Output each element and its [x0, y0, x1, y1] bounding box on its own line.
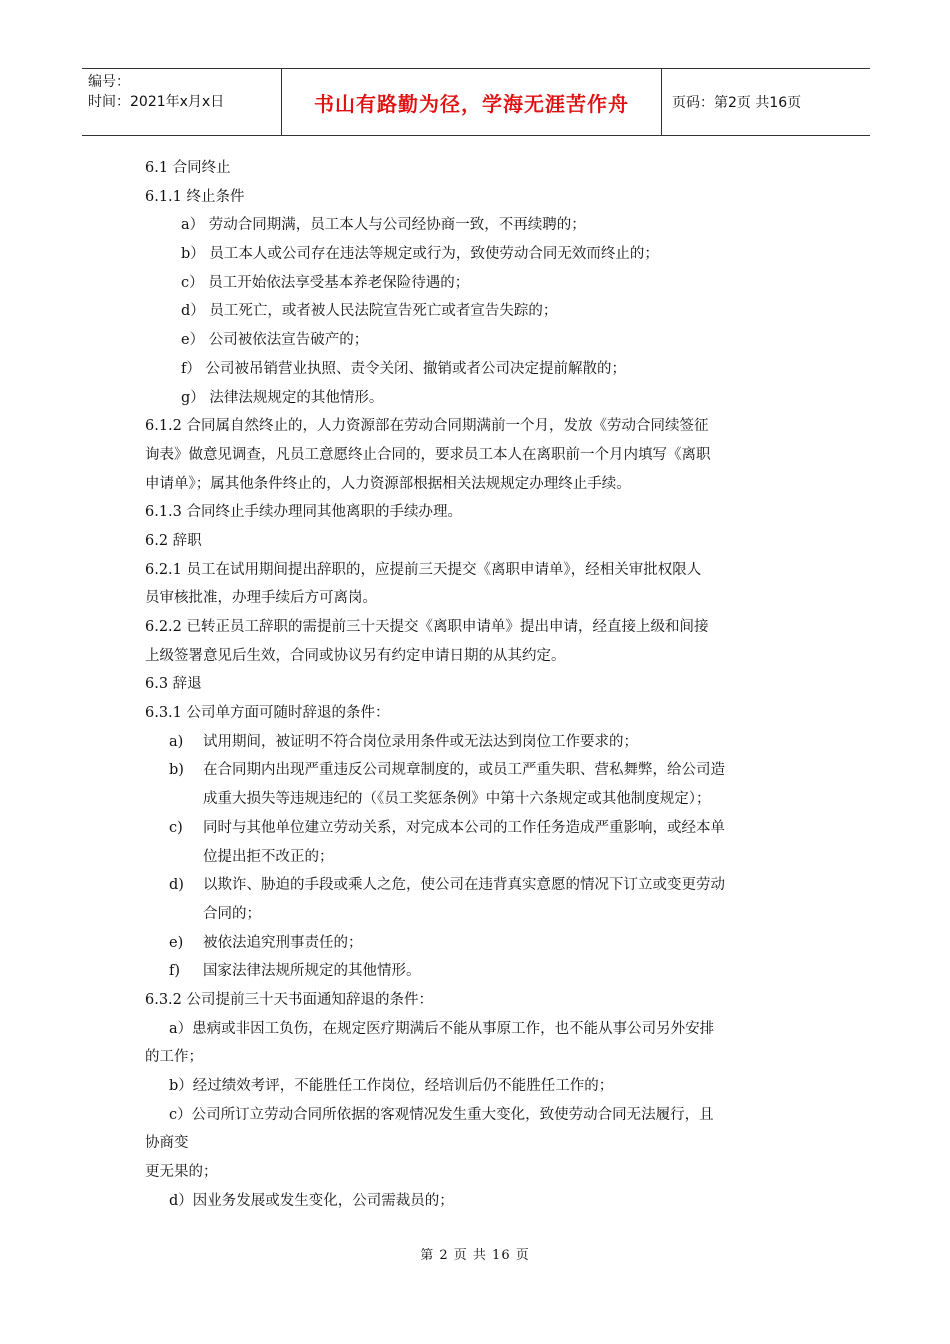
paragraph-line: 协商变: [145, 1135, 189, 1152]
section-heading: 6.3 辞退: [145, 676, 202, 693]
list-item: [145, 814, 810, 871]
list-item: [145, 728, 810, 757]
paragraph-line: 的工作；: [145, 1049, 203, 1066]
header-meta: [82, 69, 282, 135]
section-heading: 6.2 辞职: [145, 532, 202, 549]
paragraph-line: 询表》做意见调查，凡员工意愿终止合同的，要求员工本人在离职前一个月内填写《离职: [145, 446, 711, 463]
list-item-label: b): [169, 762, 184, 779]
list-item-text: 以欺诈、胁迫的手段或乘人之危，使公司在违背真实意愿的情况下订立或变更劳动: [203, 877, 725, 894]
subsection-heading: 6.3.2 公司提前三十天书面通知辞退的条件：: [145, 991, 434, 1008]
header-page-info: 页码：第2页 共16页: [672, 95, 802, 111]
list-item-text: 成重大损失等违规违纪的（《员工奖惩条例》中第十六条规定或其他制度规定）；: [203, 791, 711, 808]
list-item: b） 员工本人或公司存在违法等规定或行为，致使劳动合同无效而终止的；: [181, 246, 659, 263]
list-item-text: 在合同期内出现严重违反公司规章制度的，或员工严重失职、营私舞弊，给公司造: [203, 762, 725, 779]
list-item-label: c): [169, 819, 183, 836]
subsection-heading: 6.3.1 公司单方面可随时辞退的条件：: [145, 705, 390, 722]
list-item: d） 员工死亡，或者被人民法院宣告死亡或者宣告失踪的；: [181, 303, 558, 320]
list-item-text: 合同的；: [203, 905, 261, 922]
list-item-text: 被依法追究刑事责任的；: [203, 934, 363, 951]
list-item-text: 位提出拒不改正的；: [203, 848, 334, 865]
list-item: [145, 871, 810, 928]
subsection-heading: 6.1.1 终止条件: [145, 188, 245, 205]
document-date-label: 时间：2021年x月x日: [88, 94, 225, 110]
list-item: a） 劳动合同期满，员工本人与公司经协商一致，不再续聘的；: [181, 217, 586, 234]
list-item-text: 同时与其他单位建立劳动关系，对完成本公司的工作任务造成严重影响，或经本单: [203, 819, 725, 836]
header-motto: 书山有路勤为径，学海无涯苦作舟: [282, 69, 662, 135]
paragraph-line: c）公司所订立劳动合同所依据的客观情况发生重大变化，致使劳动合同无法履行，且: [169, 1106, 714, 1123]
section-heading: 6.1 合同终止: [145, 160, 231, 176]
list-item: [145, 957, 810, 986]
list-item-label: f): [169, 963, 181, 980]
list-item-label: d): [169, 877, 184, 894]
paragraph-line: 申请单》；属其他条件终止的，人力资源部根据相关法规规定办理终止手续。: [145, 475, 631, 492]
paragraph-line: 6.2.2 已转正员工辞职的需提前三十天提交《离职申请单》提出申请，经直接上级和间接: [145, 619, 709, 635]
list-item-text: 试用期间，被证明不符合岗位录用条件或无法达到岗位工作要求的；: [203, 733, 638, 750]
list-item: [145, 929, 810, 958]
paragraph-line: 6.1.2 合同属自然终止的，人力资源部在劳动合同期满前一个月，发放《劳动合同续签征: [145, 418, 709, 435]
list-item-label: a): [169, 733, 184, 750]
list-item: c） 员工开始依法享受基本养老保险待遇的；: [181, 274, 470, 291]
page-footer: 第 2 页 共 16 页: [420, 1248, 530, 1263]
list-item-label: e): [169, 934, 184, 951]
list-item-text: 国家法律法规所规定的其他情形。: [203, 963, 421, 980]
paragraph-line: 上级签署意见后生效，合同或协议另有约定申请日期的从其约定。: [145, 647, 566, 664]
page-header: [82, 68, 870, 136]
list-item: e） 公司被依法宣告破产的；: [181, 332, 369, 349]
paragraph-line: d）因业务发展或发生变化，公司需裁员的；: [169, 1192, 454, 1209]
paragraph-line: b）经过绩效考评，不能胜任工作岗位，经培训后仍不能胜任工作的；: [169, 1078, 614, 1094]
document-body: [145, 154, 810, 1215]
list-item: g） 法律法规规定的其他情形。: [181, 389, 384, 406]
paragraph-line: 员审核批准，办理手续后方可离岗。: [145, 590, 377, 607]
paragraph-line: 6.1.3 合同终止手续办理同其他离职的手续办理。: [145, 504, 463, 521]
document-number-label: 编号：: [88, 74, 130, 90]
paragraph-line: 6.2.1 员工在试用期间提出辞职的，应提前三天提交《离职申请单》，经相关审批权限人: [145, 561, 702, 578]
paragraph-line: a）患病或非因工负伤，在规定医疗期满后不能从事原工作，也不能从事公司另外安排: [169, 1020, 715, 1037]
paragraph-line: 更无果的；: [145, 1164, 218, 1181]
list-item: f） 公司被吊销营业执照、责令关闭、撤销或者公司决定提前解散的；: [181, 360, 626, 377]
list-item: [145, 756, 810, 813]
